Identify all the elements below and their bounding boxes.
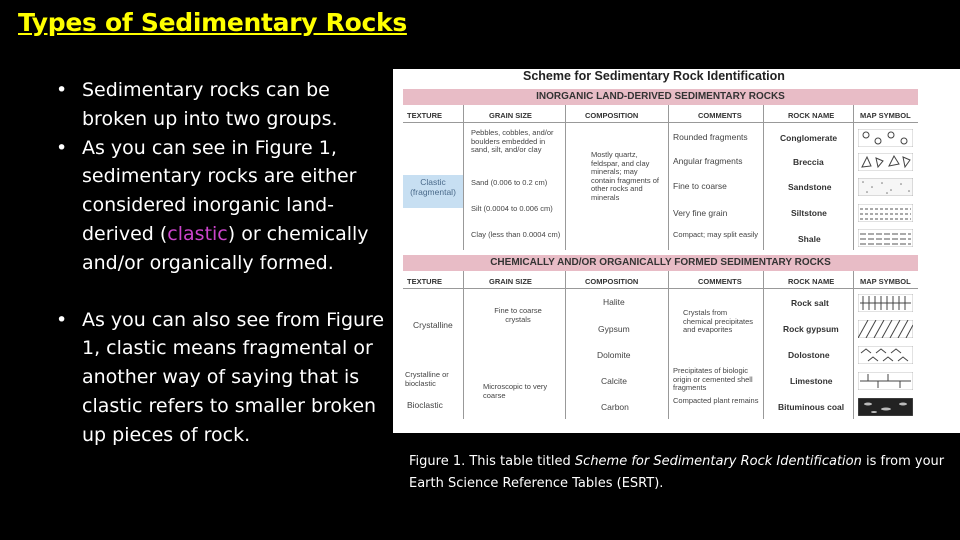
texture-clastic: Clastic (fragmental)	[403, 175, 463, 208]
limestone-symbol	[858, 372, 913, 390]
siltstone-symbol	[858, 204, 913, 222]
bullet-item	[56, 306, 386, 450]
header-grain-size: GRAIN SIZE	[489, 277, 532, 286]
rock-gypsum-symbol	[858, 320, 913, 338]
figure-title: Scheme for Sedimentary Rock Identification	[523, 69, 785, 83]
rock-salt-symbol	[858, 294, 913, 312]
texture-crystalline-or-bioclastic: Crystalline or bioclastic	[405, 370, 449, 388]
header-rock-name: ROCK NAME	[788, 111, 835, 120]
header-comments: COMMENTS	[698, 277, 742, 286]
bullet-list	[56, 76, 386, 450]
grain-clay: Clay (less than 0.0004 cm)	[471, 230, 561, 239]
breccia-symbol	[858, 153, 913, 171]
header-comments: COMMENTS	[698, 111, 742, 120]
bullet-text: As you can also see from Figure 1, clastic means fragmental or another way of saying that is clastic refers to smaller broken up pieces of rock.	[82, 308, 385, 446]
grain-pebbles: Pebbles, cobbles, and/or boulders embedded in sand, silt, and/or clay	[471, 128, 554, 154]
slide-title: Types of Sedimentary Rocks	[18, 8, 407, 37]
rock-siltstone: Siltstone	[791, 208, 827, 218]
caption-prefix: Figure 1. This table titled	[409, 454, 575, 469]
comment-very-fine: Very fine grain	[673, 208, 728, 218]
grain-sand: Sand (0.006 to 0.2 cm)	[471, 178, 548, 187]
rock-limestone: Limestone	[790, 376, 833, 386]
comment-plant-remains: Compacted plant remains	[673, 396, 759, 405]
comment-biologic: Precipitates of biologic origin or cemented shell fragments	[673, 366, 753, 392]
bullet-item	[56, 134, 386, 278]
grain-microscopic-coarse: Microscopic to very coarse	[483, 382, 548, 400]
clastic-highlight: clastic	[167, 222, 228, 245]
header-rock-name: ROCK NAME	[788, 277, 835, 286]
bullet-text: ) or chemically and/or organically formed.	[82, 222, 369, 274]
comment-compact: Compact; may split easily	[673, 230, 759, 239]
caption-suffix: is from your Earth Science Reference Tables (ESRT).	[409, 454, 945, 491]
composition-clastic: Mostly quartz, feldspar, and clay minerals; may contain fragments of other rocks and minerals	[591, 150, 659, 202]
section-band-chemical: CHEMICALLY AND/OR ORGANICALLY FORMED SEDIMENTARY ROCKS	[403, 255, 918, 271]
texture-crystalline: Crystalline	[413, 320, 453, 330]
bullet-text: Sedimentary rocks can be broken up into two groups.	[82, 79, 338, 130]
section-band-inorganic: INORGANIC LAND-DERIVED SEDIMENTARY ROCKS	[403, 89, 918, 105]
header-map-symbol: MAP SYMBOL	[860, 111, 911, 120]
comment-angular: Angular fragments	[673, 156, 743, 166]
header-composition: COMPOSITION	[585, 111, 639, 120]
comment-crystals-chemical: Crystals from chemical precipitates and evaporites	[683, 308, 754, 334]
rock-salt: Rock salt	[791, 298, 829, 308]
rock-breccia: Breccia	[793, 157, 824, 167]
header-composition: COMPOSITION	[585, 277, 639, 286]
grain-silt: Silt (0.0004 to 0.006 cm)	[471, 204, 553, 213]
bituminous-coal-symbol	[858, 398, 913, 416]
rock-sandstone: Sandstone	[788, 182, 832, 192]
grain-fine-coarse-crystals: Fine to coarse crystals	[494, 306, 542, 324]
figure-caption	[409, 451, 949, 495]
composition-calcite: Calcite	[601, 376, 627, 386]
header-grain-size: GRAIN SIZE	[489, 111, 532, 120]
sandstone-symbol	[858, 178, 913, 196]
composition-halite: Halite	[603, 297, 625, 307]
caption-italic-title: Scheme for Sedimentary Rock Identification	[574, 454, 862, 469]
rock-conglomerate: Conglomerate	[780, 133, 838, 143]
texture-bioclastic: Bioclastic	[407, 400, 443, 410]
header-texture: TEXTURE	[407, 111, 443, 120]
bullet-text: As you can see in Figure 1, sedimentary rocks are either considered inorganic land-derived (	[82, 136, 357, 245]
header-map-symbol: MAP SYMBOL	[860, 277, 911, 286]
header-texture: TEXTURE	[407, 277, 443, 286]
conglomerate-symbol	[858, 129, 913, 147]
comment-fine-coarse: Fine to coarse	[673, 181, 727, 191]
rock-gypsum: Rock gypsum	[783, 324, 839, 334]
bullet-item	[56, 76, 386, 134]
composition-carbon: Carbon	[601, 402, 629, 412]
composition-dolomite: Dolomite	[597, 350, 631, 360]
rock-bituminous-coal: Bituminous coal	[778, 402, 845, 412]
composition-gypsum: Gypsum	[598, 324, 630, 334]
dolostone-symbol	[858, 346, 913, 364]
rock-dolostone: Dolostone	[788, 350, 830, 360]
figure-table-image	[393, 69, 960, 433]
rock-shale: Shale	[798, 234, 821, 244]
shale-symbol	[858, 229, 913, 247]
comment-rounded: Rounded fragments	[673, 132, 748, 142]
